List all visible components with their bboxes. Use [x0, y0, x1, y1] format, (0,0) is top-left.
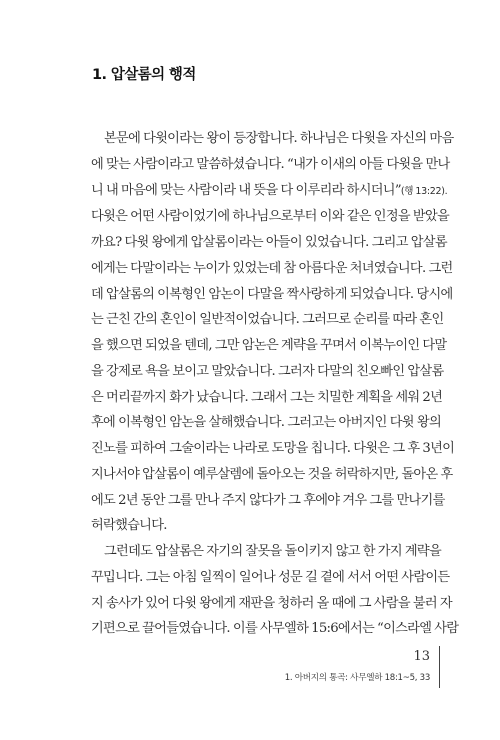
line-text: 니 내 마음에 맞는 사람이라 내 뜻을 다 이루리라 하시더니”	[91, 182, 401, 198]
text-line	[91, 282, 453, 308]
section-title: 1. 압살롬의 행적	[92, 67, 196, 83]
line-text: 에 맞는 사람이라고 말씀하셨습니다. “내가 이새의 아들 다윗을 만나	[91, 156, 450, 172]
text-line	[91, 616, 459, 642]
text-line	[91, 462, 453, 488]
line-text: 을 했으면 되었을 텐데, 그만 암논은 계략을 꾸며서 이복누이인 다말	[91, 338, 447, 353]
page-number: 13	[413, 649, 430, 664]
running-head: 1. 아버지의 통곡: 사무엘하 18:1~5, 33	[284, 673, 430, 683]
page-footer	[285, 649, 440, 683]
line-text: 다윗은 어떤 사람이었기에 하나님으로부터 이와 같은 인정을 받았을	[91, 209, 450, 225]
line-text: 진노를 피하여 그술이라는 나라로 도망을 칩니다. 다윗은 그 후 3년이	[91, 441, 455, 456]
line-text: 데 압살롬의 이복형인 암논이 다말을 짝사랑하게 되었습니다. 당시에	[91, 286, 453, 302]
line-text: 에도 2년 동안 그를 만나 주지 않다가 그 후에야 겨우 그를 만나기를	[91, 492, 445, 508]
text-line	[91, 333, 447, 359]
text-line	[91, 539, 441, 565]
line-text: 지나서야 압살롬이 예루살렘에 돌아오는 것을 허락하지만, 돌아온 후	[91, 466, 453, 482]
text-line	[91, 565, 450, 591]
text-line	[91, 230, 447, 256]
text-line	[91, 256, 453, 282]
text-line	[91, 152, 450, 178]
text-line	[91, 436, 455, 462]
scripture-reference: (행 13:22).	[400, 185, 448, 197]
text-line	[91, 307, 444, 333]
body-text	[91, 126, 459, 642]
text-line	[91, 359, 444, 385]
text-line	[91, 204, 450, 230]
line-text: 지 송사가 있어 다윗 왕에게 재판을 청하러 올 때에 그 사람을 불러 자	[91, 595, 452, 611]
line-text: 본문에 다윗이라는 왕이 등장합니다. 하나님은 다윗을 자신의 마음	[104, 131, 454, 146]
text-line	[91, 513, 441, 539]
line-text: 기편으로 끌어들였습니다. 이를 사무엘하 15:6에서는 “이스라엘 사람	[91, 621, 459, 637]
line-text: 꾸밉니다. 그는 아침 일찍이 일어나 성문 길 곁에 서서 어떤 사람이든	[91, 569, 450, 585]
line-text: 허락했습니다.	[91, 518, 167, 534]
text-line	[91, 488, 445, 514]
text-line	[91, 385, 441, 411]
text-line	[91, 126, 454, 152]
line-text: 후에 이복형인 암논을 살해했습니다. 그러고는 아버지인 다윗 왕의	[91, 415, 441, 431]
line-text: 을 강제로 욕을 보이고 말았습니다. 그러자 다말의 친오빠인 압살롬	[91, 363, 444, 379]
line-text: 는 근친 간의 혼인이 일반적이었습니다. 그러므로 순리를 따라 혼인	[91, 312, 444, 328]
paragraph	[91, 126, 455, 539]
text-line	[91, 410, 441, 436]
line-text: 에게는 다말이라는 누이가 있었는데 참 아름다운 처녀였습니다. 그런	[91, 260, 453, 276]
line-text: 은 머리끝까지 화가 났습니다. 그래서 그는 치밀한 계획을 세워 2년	[91, 389, 443, 405]
text-line	[91, 591, 452, 617]
text-line	[91, 178, 448, 205]
line-text: 까요? 다윗 왕에게 압살롬이라는 아들이 있었습니다. 그리고 압살롬	[91, 235, 447, 250]
line-text: 그런데도 압살롬은 자기의 잘못을 돌이키지 않고 한 가지 계략을	[104, 544, 441, 559]
paragraph	[91, 539, 459, 642]
